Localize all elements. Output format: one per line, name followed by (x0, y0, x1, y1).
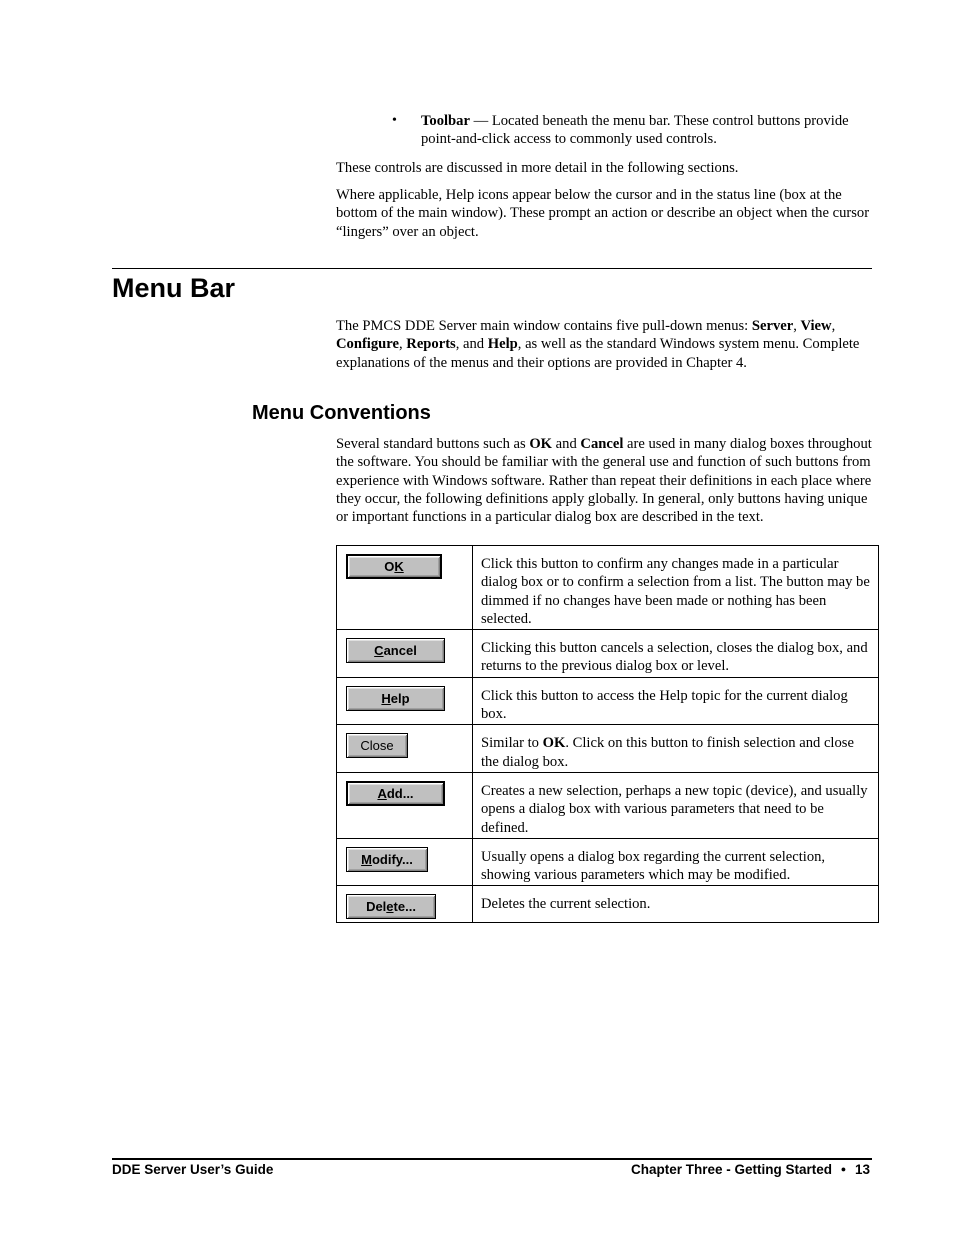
button-cell (337, 677, 473, 725)
footer-rule (112, 1158, 872, 1160)
cancel-description: Clicking this button cancels a selection, closes the dialog box, and returns to the previous dialog box or level. (473, 630, 879, 678)
bullet-symbol: • (392, 113, 397, 128)
delete-description: Deletes the current selection. (473, 886, 879, 923)
footer-left-title: DDE Server User’s Guide (112, 1162, 274, 1177)
add-description: Creates a new selection, perhaps a new topic (device), and usually opens a dialog box with various parameters that need to be defined. (473, 772, 879, 838)
table-row-add (337, 772, 879, 838)
ok-description: Click this button to confirm any changes made in a particular dialog box or to confirm a selection from a list. The button may be dimmed if no changes have been made or nothing has been selected. (473, 546, 879, 630)
button-definitions-table (336, 545, 879, 923)
footer-separator: ● (840, 1164, 847, 1174)
menu-bar-heading: Menu Bar (112, 273, 236, 303)
menu-name-reports: Reports (406, 336, 456, 353)
conventions-ok-term: OK (529, 436, 553, 452)
intro-paragraph-2: Where applicable, Help icons appear below the cursor and in the status line (box at the bottom of the main window). These prompt an action or describe an object when the cursor “lingers” over an object. (336, 187, 870, 240)
footer-page-number: 13 (854, 1162, 870, 1177)
button-cell (337, 886, 473, 923)
toolbar-description: — Located beneath the menu bar. These control buttons provide point-and-click access to commonly used controls. (421, 113, 849, 148)
footer-right (631, 1162, 870, 1177)
button-cell (337, 838, 473, 886)
menu-sep-2: , (831, 318, 836, 334)
menu-bar-paragraph (336, 317, 876, 372)
conventions-text-3: are used in many dialog boxes throughout the software. You should be familiar with the general use and function of such buttons from experience with Windows software. Rather than repeat their definitions in each place where they occur, the following definitions apply globally. In general, only buttons having unique or important functions in a particular dialog box are described in the text. (336, 436, 872, 526)
table-row-ok (337, 546, 879, 630)
section-divider (112, 268, 872, 269)
toolbar-term: Toolbar (421, 113, 470, 129)
add-button[interactable]: Add... (346, 781, 445, 806)
table-row-modify (337, 838, 879, 886)
toolbar-bullet-item (392, 112, 872, 152)
toolbar-bullet-text (421, 112, 861, 149)
menu-name-view: View (800, 318, 832, 334)
menu-bar-text-2: , as well as the standard Windows system menu. Complete explanations of the menus and their options are provided in Chapter 4. (336, 336, 860, 371)
close-description: Similar to OK. Click on this button to finish selection and close the dialog box. (473, 725, 879, 773)
delete-button[interactable]: Delete... (346, 894, 436, 919)
modify-description: Usually opens a dialog box regarding the current selection, showing various parameters which may be modified. (473, 838, 879, 886)
menu-conventions-heading: Menu Conventions (252, 402, 431, 424)
menu-name-help: Help (487, 336, 518, 353)
button-cell (337, 546, 473, 630)
menu-sep-4: , and (455, 336, 488, 353)
table-row-delete (337, 886, 879, 923)
modify-button[interactable]: Modify... (346, 847, 428, 872)
button-cell (337, 630, 473, 678)
menu-name-server: Server (751, 318, 794, 334)
intro-paragraph-1: These controls are discussed in more detail in the following sections. (336, 160, 739, 176)
menu-name-configure: Configure (336, 336, 399, 353)
conventions-text-1: Several standard buttons such as (336, 436, 530, 452)
table-row-cancel (337, 630, 879, 678)
button-cell (337, 725, 473, 773)
cancel-button[interactable]: Cancel (346, 638, 445, 663)
table-row-close (337, 725, 879, 773)
close-button[interactable]: Close (346, 733, 408, 758)
table-row-help (337, 677, 879, 725)
ok-button[interactable]: OK (346, 554, 442, 579)
footer-chapter-title: Chapter Three - Getting Started (630, 1162, 832, 1177)
conventions-text-2: and (552, 436, 581, 452)
button-cell (337, 772, 473, 838)
menu-sep-1: , (793, 318, 801, 334)
menu-sep-3: , (398, 336, 407, 353)
help-button[interactable]: Help (346, 686, 445, 711)
conventions-cancel-term: Cancel (580, 436, 624, 452)
help-description: Click this button to access the Help topic for the current dialog box. (473, 677, 879, 725)
menu-conventions-paragraph (336, 435, 876, 526)
menu-bar-text-1: The PMCS DDE Server main window contains five pull-down menus: (336, 318, 752, 334)
